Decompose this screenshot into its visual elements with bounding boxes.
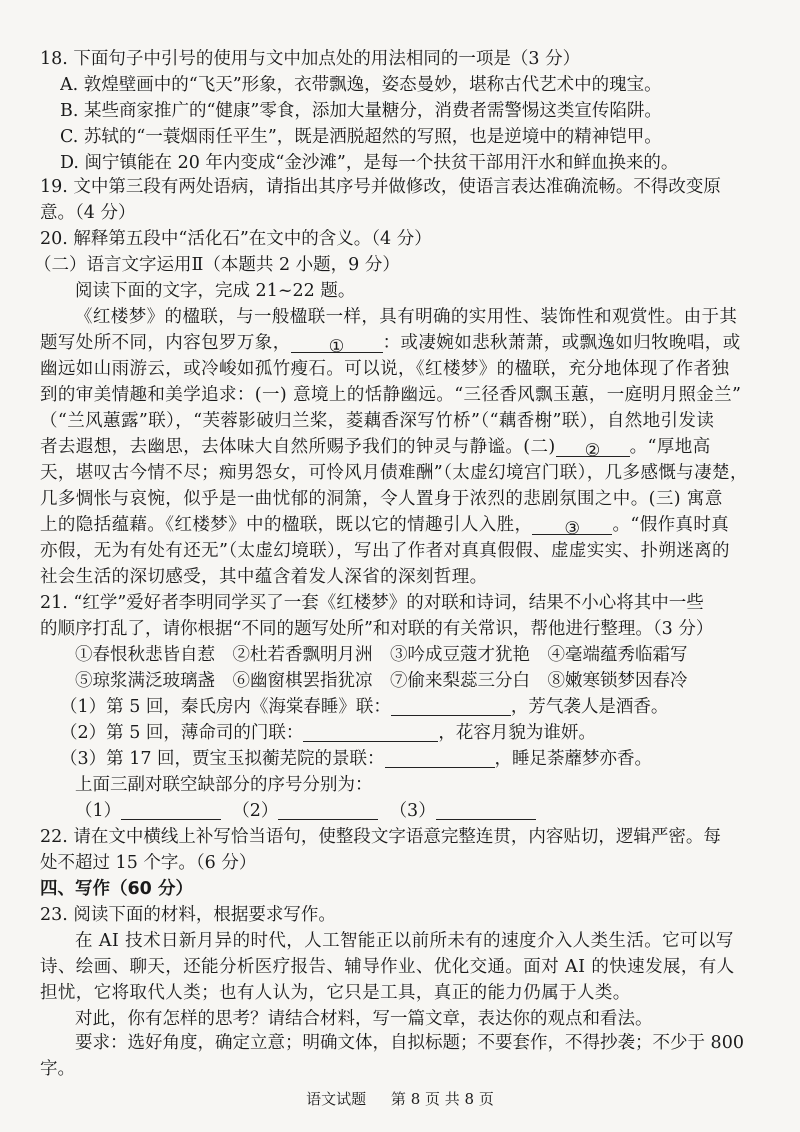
q23-requirements-line-1: 要求：选好角度，确定立意；明确文体，自拟标题；不要套作，不得抄袭；不少于 800 [75,1033,744,1053]
passage-line-9-start: 上的隐括蕴藉。《红楼梦》中的楹联，既以它的情趣引人入胜， [40,515,533,535]
q18-stem: 18. 下面句子中引号的使用与文中加点处的用法相同的一项是（3 分） [40,49,581,69]
q18-option-a: A. 敦煌壁画中的“飞天”形象，衣带飘逸，姿态曼妙，堪称古代艺术中的瑰宝。 [60,75,662,95]
q18-option-d: D. 闽宁镇能在 20 年内变成“金沙滩”，是每一个扶贫干部用汗水和鲜血换来的。 [60,153,679,173]
q21-sub-1-blank [391,697,511,716]
q21-sub-3-blank [385,749,495,768]
q23-material-line-2: 诗、绘画、聊天，还能分析医疗报告、辅导作业、优化交通。面对 AI 的快速发展，有人 [40,957,735,977]
q23-task: 对此，你有怎样的思考？请结合材料，写一篇文章，表达你的观点和看法。 [75,1009,653,1029]
q20: 20. 解释第五段中“活化石”在文中的含义。（4 分） [40,229,432,249]
q21-answer-2-label: （2） [232,801,279,821]
q21-answer-1-label: （1） [75,801,122,821]
q21-sub-3 [60,746,770,772]
blank-1: ① [291,334,383,353]
passage-line-5: （“兰风蕙露”联），“芙蓉影破归兰桨，菱藕香深写竹桥”（“藕香榭”联），自然地引发读 [40,411,715,431]
q21-answer-3-blank [436,801,536,820]
q21-sub-2-start: （2）第 5 回，薄命司的门联： [60,723,304,743]
q21-options-row-1: ①春恨秋悲皆自惹 ②杜若香飘明月洲 ③吟成豆蔻才犹艳 ④毫端蕴秀临霜写 [75,645,688,665]
passage-line-2 [40,330,770,356]
section-2-instruction: 阅读下面的文字，完成 21~22 题。 [75,281,356,301]
section-4-title: 四、写作（60 分） [40,879,193,899]
section-2-title: （二）语言文字运用Ⅱ（本题共 2 小题，9 分） [34,255,400,275]
q21-answer-3-label: （3） [389,801,436,821]
passage-line-10: 亦假，无为有处有还无”（太虚幻境联），写出了作者对真真假假、虚虚实实、扑朔迷离的 [40,541,730,561]
q21-sub-2-end: ，花容月貌为谁妍。 [438,723,596,743]
q23-requirements-line-2: 字。 [40,1059,75,1079]
q21-line-2: 的顺序打乱了，请你根据“不同的题写处所”和对联的有关常识，帮他进行整理。（3 分） [40,619,714,639]
passage-line-8: 几多惆怅与哀惋，似乎是一曲忧郁的洞箫，令人置身于浓烈的悲剧氛围之中。(三) 寓意 [40,489,723,509]
q21-answer-2-blank [278,801,378,820]
q18-option-b: B. 某些商家推广的“健康”零食，添加大量糖分，消费者需警惕这类宣传陷阱。 [60,101,662,121]
q21-answer-1-blank [121,801,221,820]
footer-page-number: 第 8 页 共 8 页 [390,1090,494,1108]
q21-options-row-2: ⑤琼浆满泛玻璃盏 ⑥幽窗棋罢指犹凉 ⑦偷来梨蕊三分白 ⑧嫩寒锁梦因春冷 [75,671,688,691]
passage-line-3: 幽远如山雨游云，或冷峻如孤竹瘦石。可以说，《红楼梦》的楹联，充分地体现了作者独 [40,359,730,379]
passage-line-7: 天，堪叹古今情不尽；痴男怨女，可怜风月债难酬”（太虚幻境宫门联），几多感慨与凄楚， [40,463,748,483]
footer-subject: 语文试题 [306,1090,367,1108]
q21-sub-3-start: （3）第 17 回，贾宝玉拟蘅芜院的景联： [60,749,385,769]
q19-line-2: 意。（4 分） [40,203,136,223]
page-footer [0,1088,800,1109]
q23-material-line-3: 担忧，它将取代人类；也有人认为，它只是工具，真正的能力仍属于人类。 [40,983,631,1003]
blank-3: ③ [532,516,612,535]
q21-sub-3-end: ，睡足荼蘼梦亦香。 [494,749,653,769]
passage-line-9-end: 。“假作真时真 [612,515,730,535]
q21-answer-row [75,798,770,824]
q19-line-1: 19. 文中第三段有两处语病，请指出其序号并做修改，使语言表达准确流畅。不得改变原 [40,177,721,197]
q23-material-line-1: 在 AI 技术日新月异的时代，人工智能正以前所未有的速度介入人类生活。它可以写 [75,931,734,951]
q21-sub-2-blank [303,723,438,742]
q21-line-1: 21. “红学”爱好者李明同学买了一套《红楼梦》的对联和诗词，结果不小心将其中一些 [40,593,704,613]
passage-line-6-end: 。“厚地高 [629,437,711,457]
passage-line-1: 《红楼梦》的楹联，与一般楹联一样，具有明确的实用性、装饰性和观赏性。由于其 [75,307,738,327]
q21-sub-1-start: （1）第 5 回，秦氏房内《海棠春睡》联： [60,697,391,717]
q21-answer-prompt: 上面三副对联空缺部分的序号分别为： [75,775,373,795]
passage-line-6 [40,434,770,460]
q22-line-2: 处不超过 15 个字。（6 分） [40,853,257,873]
q22-line-1: 22. 请在文中横线上补写恰当语句，使整段文字语意完整连贯，内容贴切，逻辑严密。每 [40,827,721,847]
passage-line-2-end: ：或凄婉如悲秋萧萧，或飘逸如归牧晚唱，或 [382,333,741,353]
passage-line-11: 社会生活的深切感受，其中蕴含着发人深省的深刻哲理。 [40,567,488,587]
blank-2: ② [556,438,630,457]
q18-option-c: C. 苏轼的“一蓑烟雨任平生”，既是洒脱超然的写照，也是逆境中的精神铠甲。 [60,127,662,147]
q21-sub-1-end: ，芳气袭人是酒香。 [510,697,669,717]
passage-line-2-start: 题写处所不同，内容包罗万象， [40,333,291,353]
passage-line-6-start: 者去遐想，去幽思，去体味大自然所赐予我们的钟灵与静谧。(二) [40,437,556,457]
passage-line-9 [40,512,770,538]
q21-sub-1 [60,694,770,720]
q21-sub-2 [60,720,770,746]
passage-line-4: 到的审美情趣和美学追求：(一) 意境上的恬静幽远。“三径香风飘玉蕙，一庭明月照金兰” [40,385,742,405]
q23-stem: 23. 阅读下面的材料，根据要求写作。 [40,905,336,925]
